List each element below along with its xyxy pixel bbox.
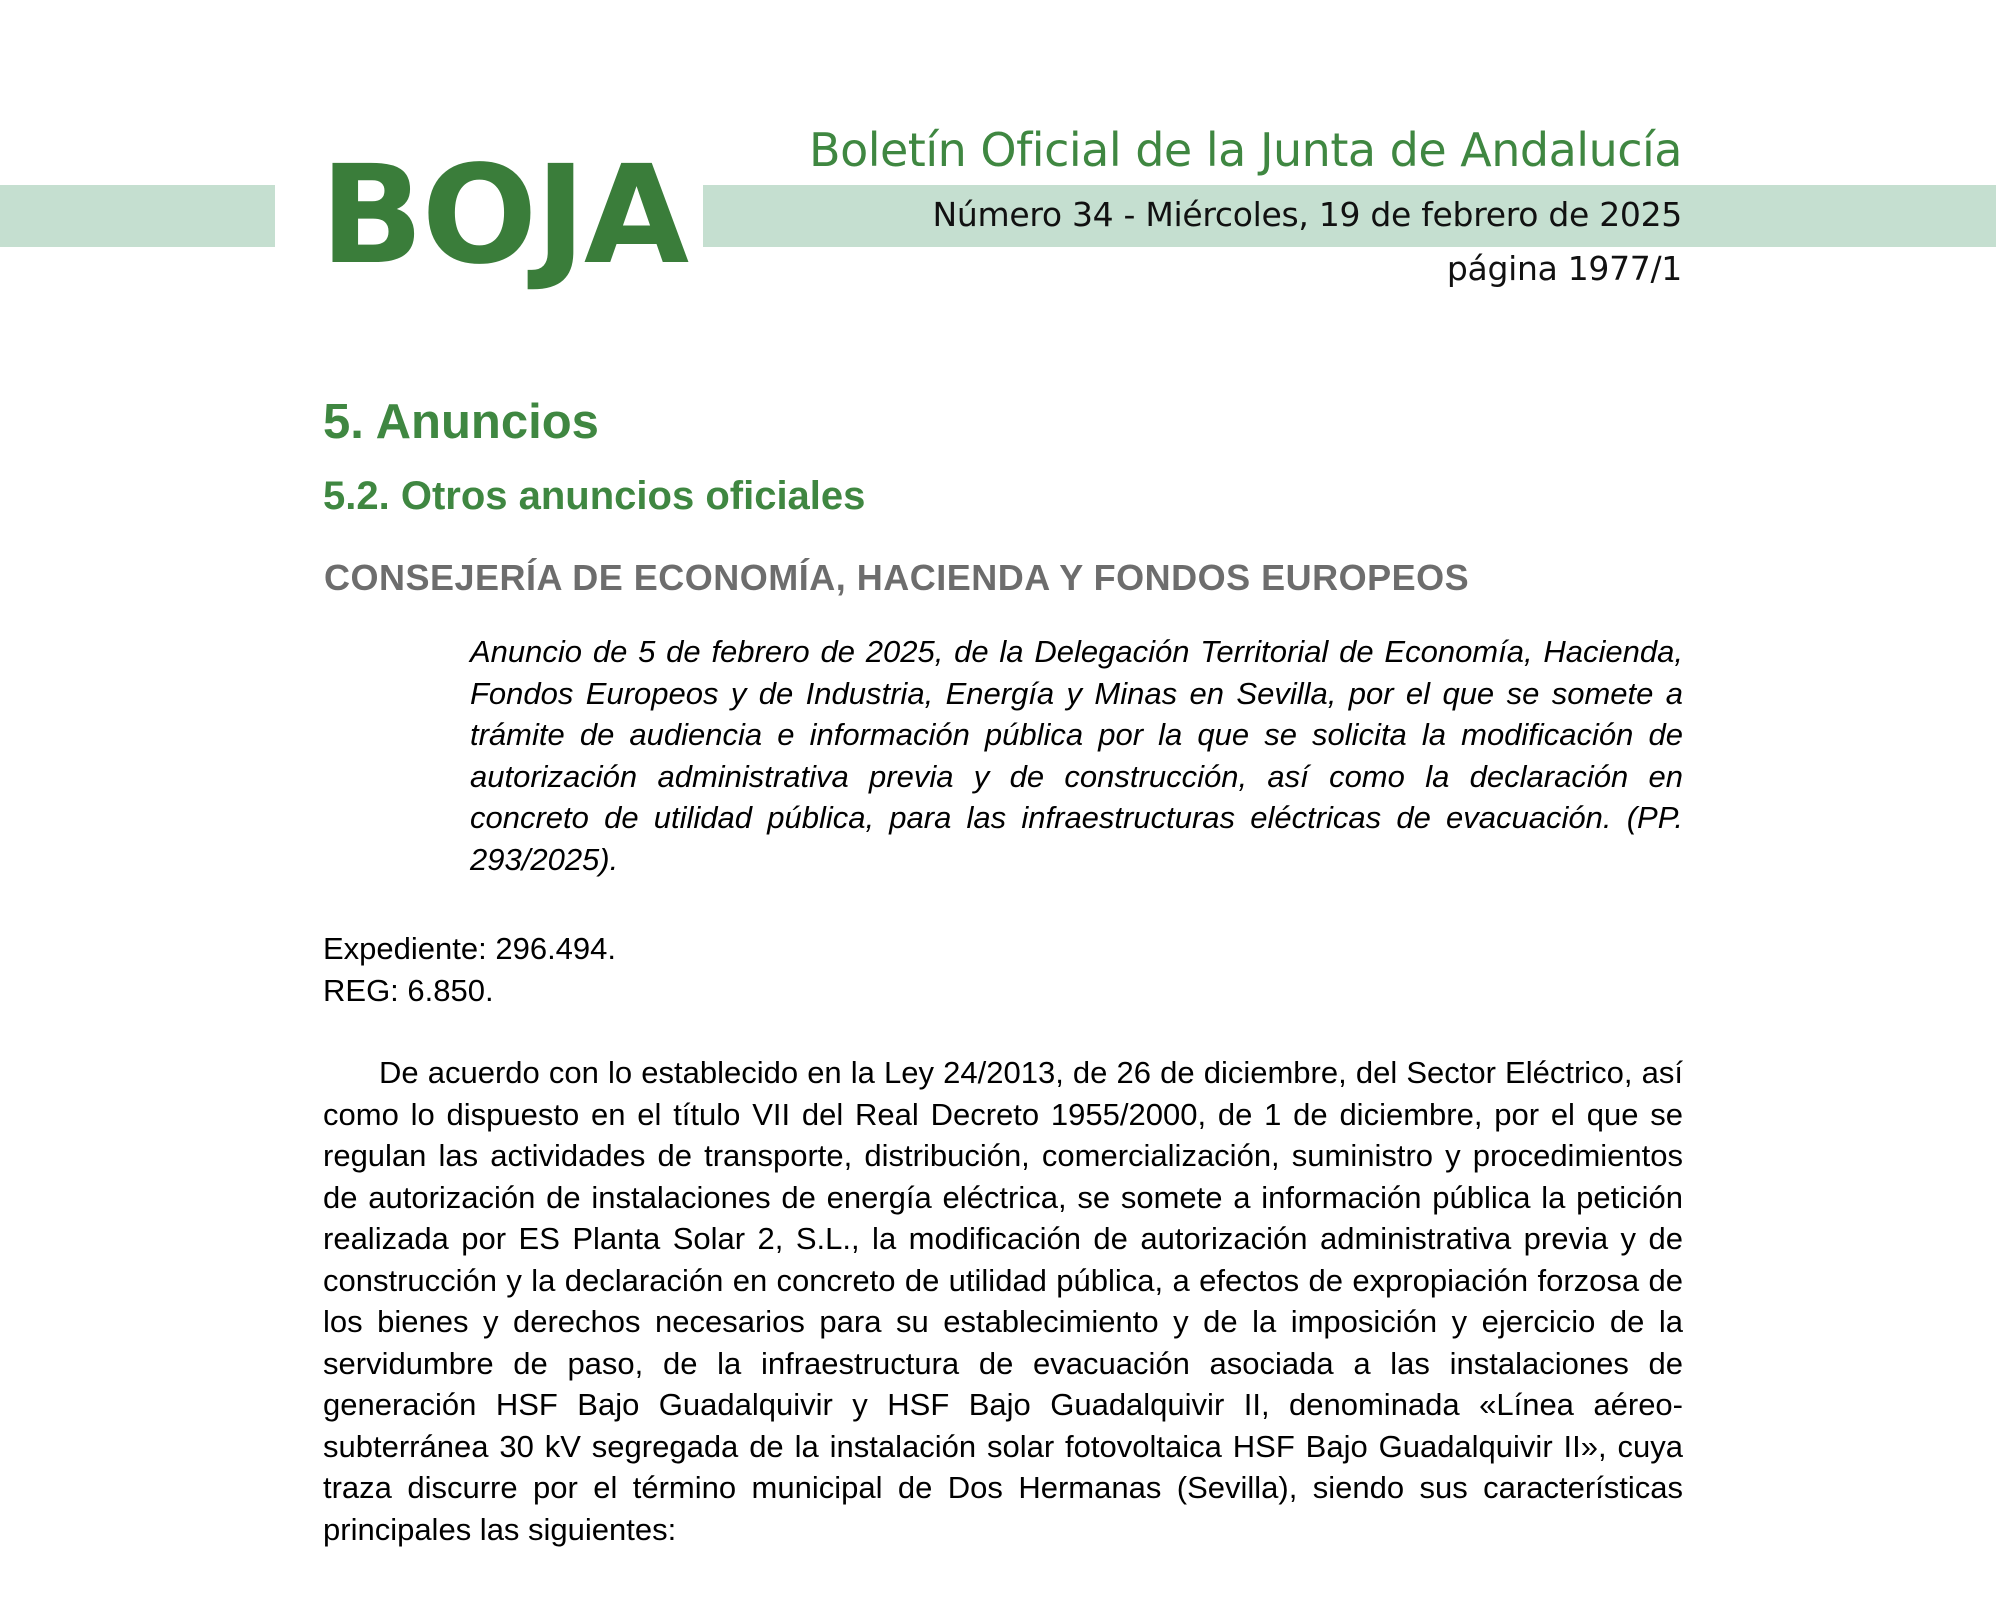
issue-line: Número 34 - Miércoles, 19 de febrero de 2025 [932,195,1682,234]
reg-number: REG: 6.850. [323,972,494,1008]
publication-title: Boletín Oficial de la Junta de Andalucía [809,123,1682,177]
subsection-title: 5.2. Otros anuncios oficiales [323,474,866,518]
organization-heading: CONSEJERÍA DE ECONOMÍA, HACIENDA Y FONDOS EUROPEOS [324,557,1470,598]
section-title: 5. Anuncios [323,395,599,449]
page-number: página 1977/1 [1446,249,1682,288]
announcement-summary: Anuncio de 5 de febrero de 2025, de la Delegación Territorial de Economía, Hacienda, Fondos Europeos y de Industria, Energía y Minas en Sevilla, por el que se somete a trámite de audiencia e información pública por la que se solicita la modificación de autorización administrativa previa y de construcción, así como la declaración en concreto de utilidad pública, para las infraestructuras eléctricas de evacuación. (PP. 293/2025). [470,634,1683,877]
header-band-left [0,185,275,247]
document-body [323,390,1683,1581]
boja-logo: BOJA [320,137,688,295]
body-paragraph: De acuerdo con lo establecido en la Ley 24/2013, de 26 de diciembre, del Sector Eléctrico, así como lo dispuesto en el título VII del Real Decreto 1955/2000, de 1 de diciembre, por el que se regulan las actividades de transporte, distribución, comercialización, suministro y procedimientos de autorización de instalaciones de energía eléctrica, se somete a información pública la petición realizada por ES Planta Solar 2, S.L., la modificación de autorización administrativa previa y de construcción y la declaración en concreto de utilidad pública, a efectos de expropiación forzosa de los bienes y derechos necesarios para su establecimiento y de la imposición y ejercicio de la servidumbre de paso, de la infraestructura de evacuación asociada a las instalaciones de generación HSF Bajo Guadalquivir y HSF Bajo Guadalquivir II, denominada «Línea aéreo-subterránea 30 kV segregada de la instalación solar fotovoltaica HSF Bajo Guadalquivir II», cuya traza discurre por el término municipal de Dos Hermanas (Sevilla), siendo sus características principales las siguientes: [323,1055,1683,1547]
file-info [323,928,1683,1011]
expediente-number: Expediente: 296.494. [323,931,617,966]
